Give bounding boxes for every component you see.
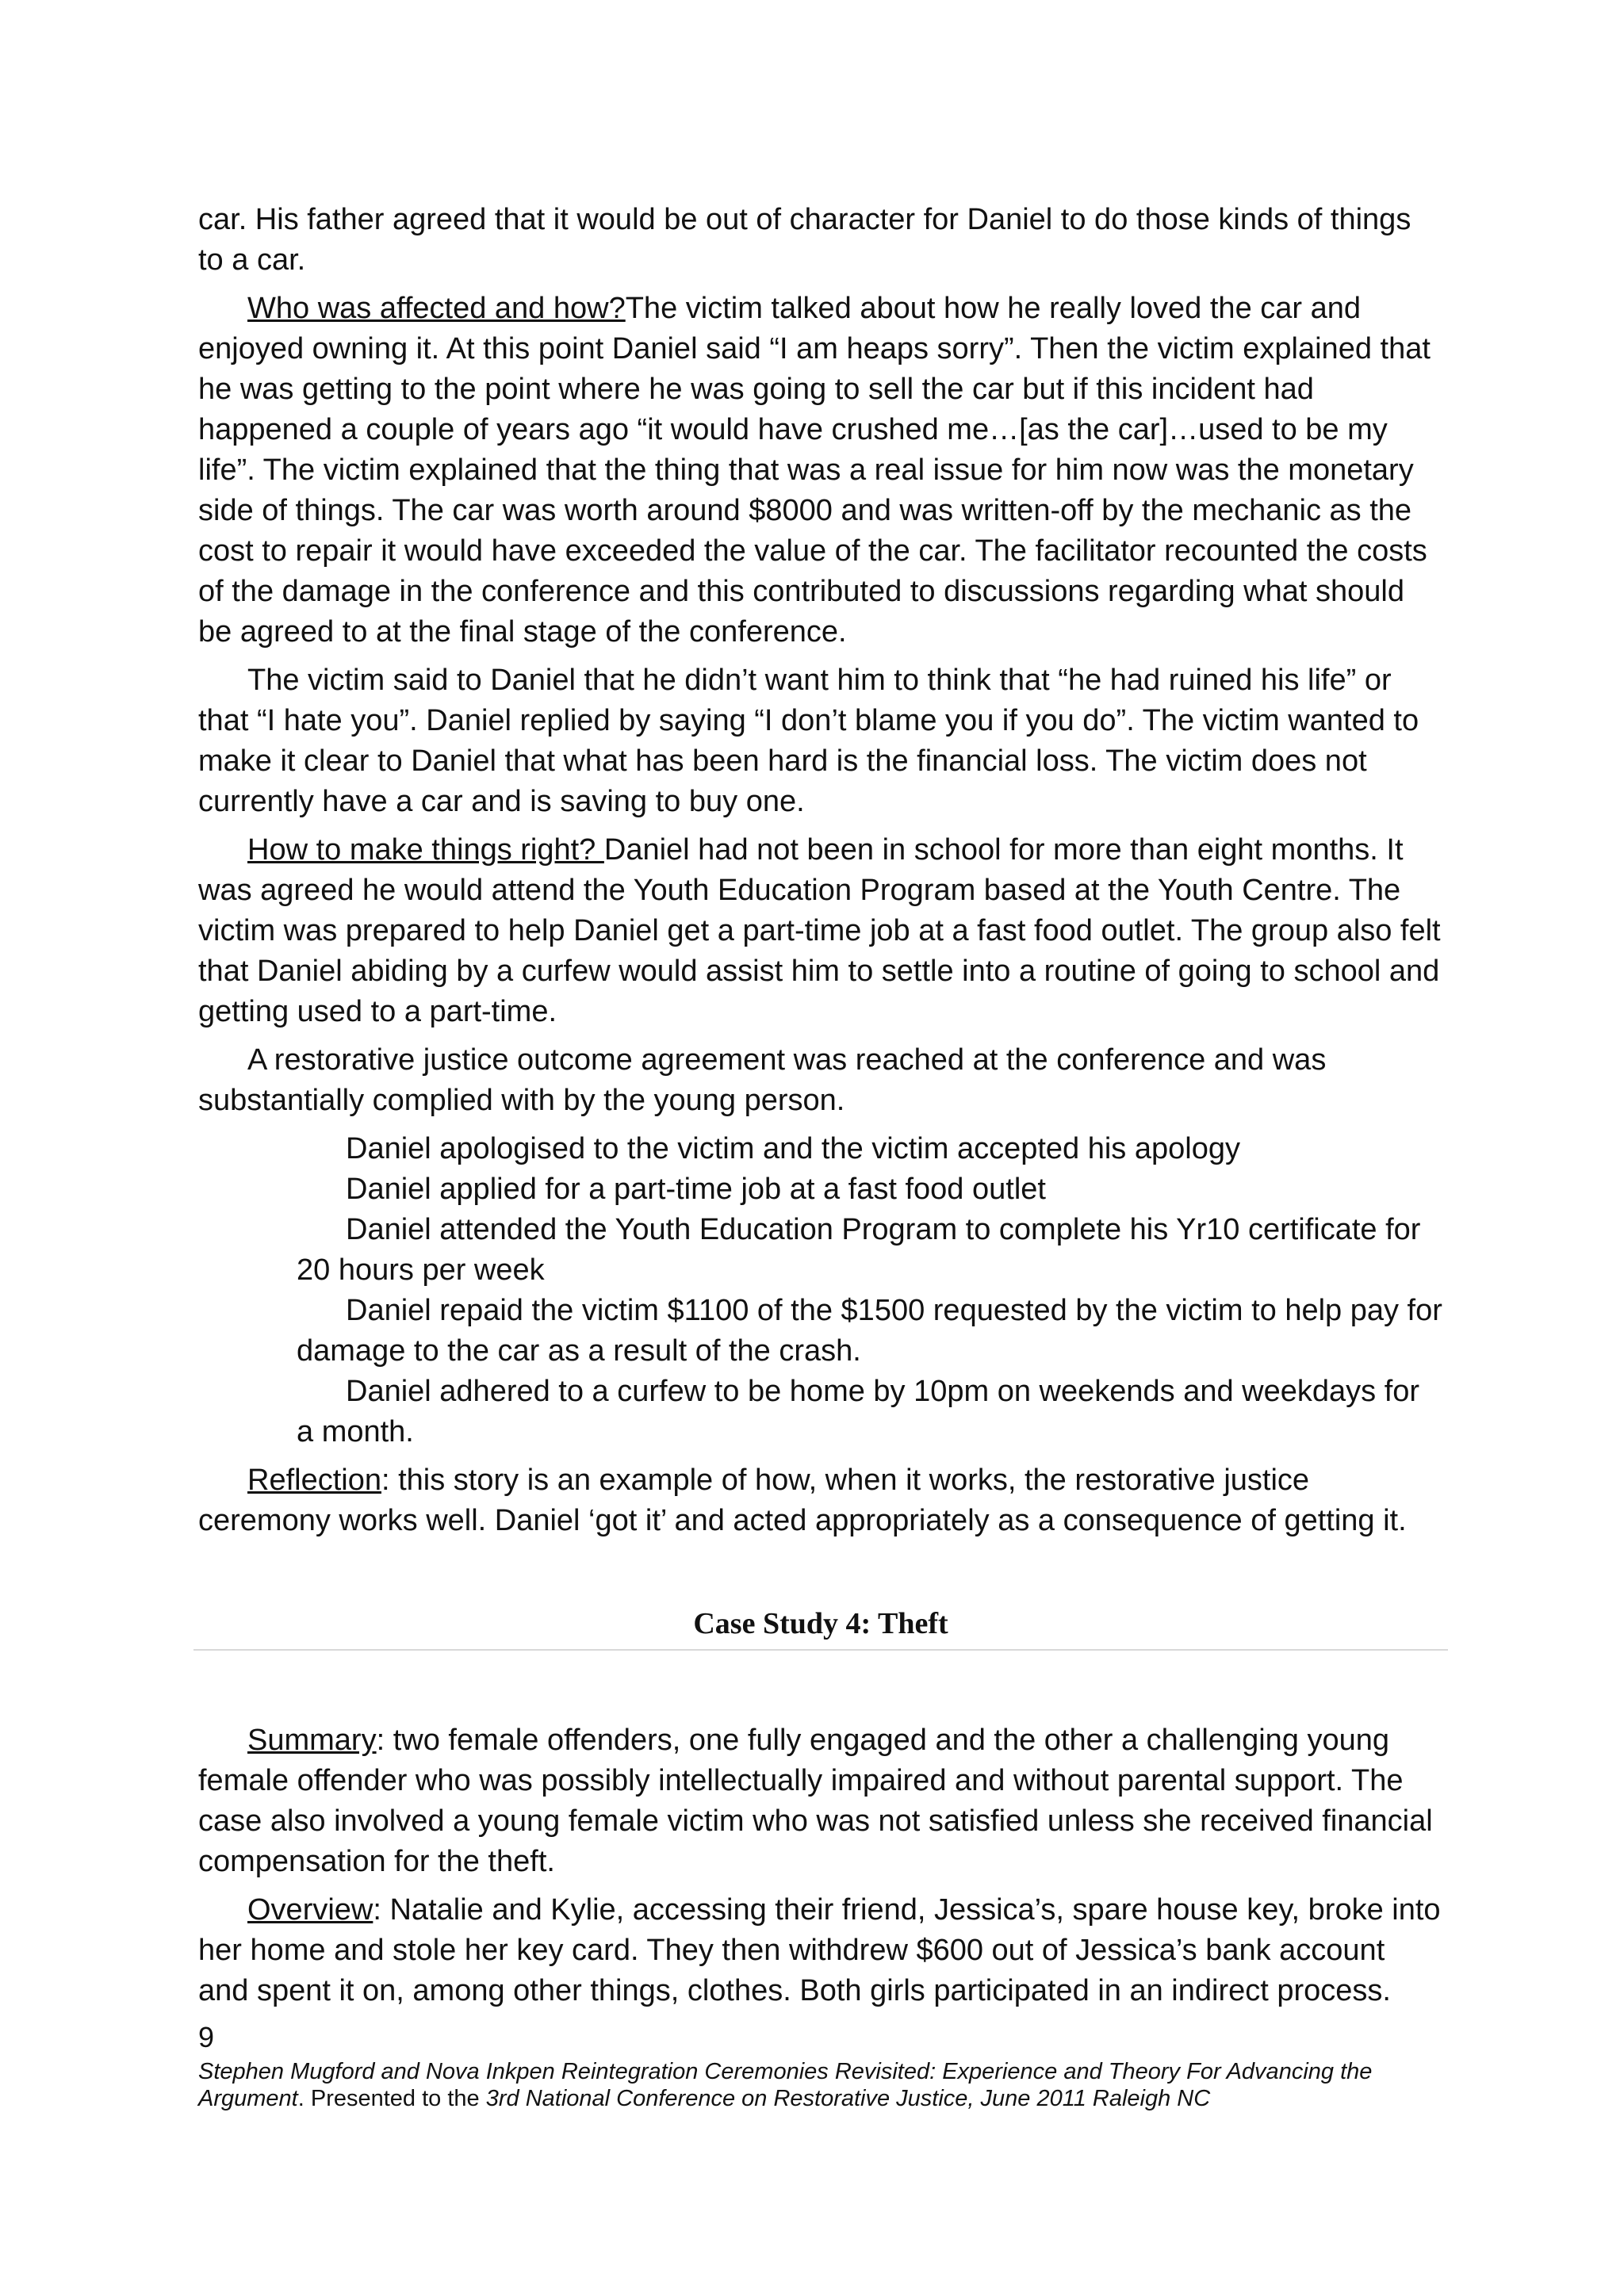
- paragraph-who-affected: [198, 289, 1443, 652]
- document-body: [198, 200, 1443, 2019]
- paragraph-reflection: [198, 1460, 1443, 1541]
- paragraph-text: : Natalie and Kylie, accessing their friend, Jessica’s, spare house key, broke into her home and stole her key card. They then withdrew $600 out of Jessica’s bank account and spent it on, among other things, clothes. Both girls participated in an indirect process.: [198, 1893, 1441, 2007]
- case-study-header: [198, 1603, 1443, 1651]
- heading-divider: [193, 1649, 1448, 1651]
- outcome-list: [198, 1129, 1443, 1452]
- paragraph-text: Daniel had not been in school for more than eight months. It was agreed he would attend the Youth Education Program based at the Youth Centre. The victim was prepared to help Daniel get a part-time job at a fast food outlet. The group also felt that Daniel abiding by a curfew would assist him to settle into a routine of going to school and getting used to a part-time.: [198, 833, 1441, 1028]
- paragraph-make-things-right: [198, 830, 1443, 1032]
- footer-presented: . Presented to the: [297, 2086, 486, 2111]
- paragraph-summary: [198, 1720, 1443, 1882]
- paragraph-text: : this story is an example of how, when it works, the restorative justice ceremony works well. Daniel ‘got it’ and acted appropriately as a consequence of getting it.: [198, 1464, 1407, 1537]
- list-item: Daniel apologised to the victim and the victim accepted his apology: [346, 1132, 1240, 1165]
- list-item: Daniel repaid the victim $1100 of the $1500 requested by the victim to help pay for damage to the car as a result of the crash.: [297, 1294, 1442, 1368]
- paragraph-victim-statement: The victim said to Daniel that he didn’t want him to think that “he had ruined his life” or that “I hate you”. Daniel replied by saying “I don’t blame you if you do”. The victim wanted to make it clear to Daniel that what has been hard is the financial loss. The victim does not currently have a car and is saving to buy one.: [198, 664, 1419, 818]
- paragraph-agreement: A restorative justice outcome agreement was reached at the conference and was substantially complied with by the young person.: [198, 1043, 1327, 1117]
- case-study-title: Case Study 4: Theft: [693, 1607, 948, 1640]
- list-item: Daniel attended the Youth Education Program to complete his Yr10 certificate for 20 hours per week: [297, 1213, 1421, 1287]
- section-label-summary: Summary: [247, 1724, 377, 1757]
- paragraph-text: The victim talked about how he really loved the car and enjoyed owning it. At this point Daniel said “I am heaps sorry”. Then the victim explained that he was getting to the point where he was going to sell the car but if this incident had happened a couple of years ago “it would have crushed me…[as the car]…used to be my life”. The victim explained that the thing that was a real issue for him now was the monetary side of things. The car was worth around $8000 and was written-off by the mechanic as the cost to repair it would have exceeded the value of the car. The facilitator recounted the costs of the damage in the conference and this contributed to discussions regarding what should be agreed to at the final stage of the conference.: [198, 292, 1431, 649]
- page-footer: [198, 2058, 1451, 2112]
- footer-conference: 3rd National Conference on Restorative Justice, June 2011 Raleigh NC: [485, 2086, 1211, 2111]
- paragraph-continuation: car. His father agreed that it would be out of character for Daniel to do those kinds of things to a car.: [198, 203, 1411, 277]
- footer-authors-title: Stephen Mugford and Nova Inkpen Reintegration Ceremonies Revisited: Experience and Theory For Advancing the Argument: [198, 2059, 1373, 2111]
- list-item: Daniel adhered to a curfew to be home by 10pm on weekends and weekdays for a month.: [297, 1375, 1420, 1448]
- paragraph-text: : two female offenders, one fully engaged and the other a challenging young female offender who was possibly intellectually impaired and without parental support. The case also involved a young female victim who was not satisfied unless she received financial compensation for the theft.: [198, 1724, 1433, 1878]
- section-label-overview: Overview: [247, 1893, 373, 1927]
- paragraph-overview: [198, 1890, 1443, 2011]
- page-number: 9: [198, 2021, 215, 2053]
- section-label-reflection: Reflection: [247, 1464, 381, 1497]
- section-label-make-things-right: How to make things right?: [247, 833, 604, 867]
- list-item: Daniel applied for a part-time job at a fast food outlet: [346, 1173, 1046, 1206]
- section-label-who-affected: Who was affected and how?: [247, 292, 626, 325]
